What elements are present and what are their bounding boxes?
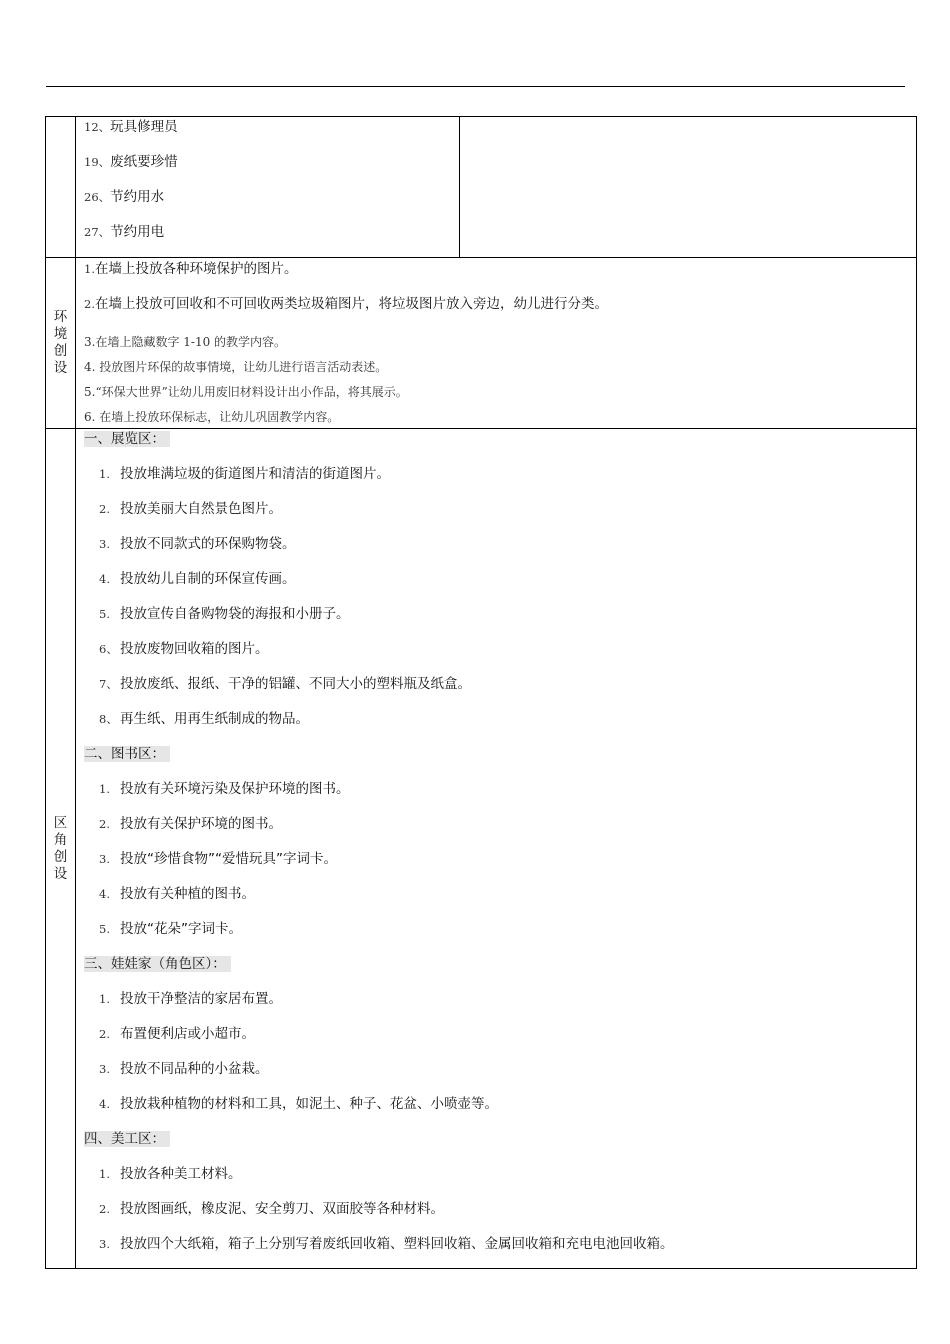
row-label-environment: 环境创设 — [46, 258, 76, 428]
plan-table — [45, 116, 917, 1269]
list-item: 2. 投放有关保护环境的图书。 — [99, 816, 282, 832]
header-rule — [46, 86, 905, 87]
list-item: 1. 投放各种美工材料。 — [99, 1166, 242, 1182]
list-item: 2. 投放图画纸，橡皮泥、安全剪刀、双面胶等各种材料。 — [99, 1201, 444, 1217]
list-item: 3. 投放不同款式的环保购物袋。 — [99, 536, 296, 552]
list-item: 1.在墙上投放各种环境保护的图片。 — [84, 261, 298, 277]
table-row-corner — [46, 428, 916, 1268]
list-item: 8、 再生纸、用再生纸制成的物品。 — [99, 711, 309, 727]
row-label-corner: 区角创设 — [46, 429, 76, 1268]
list-item: 1. 投放干净整洁的家居布置。 — [99, 991, 282, 1007]
list-item: 4. 投放图片环保的故事情境，让幼儿进行语言活动表述。 — [84, 360, 388, 374]
list-item: 2. 布置便利店或小超市。 — [99, 1026, 255, 1042]
topics-cell — [76, 117, 916, 257]
list-item: 5.“环保大世界”让幼儿用废旧材料设计出小作品，将其展示。 — [84, 385, 408, 399]
list-item: 5. 投放宣传自备购物袋的海报和小册子。 — [99, 606, 350, 622]
section-title: 四、美工区： — [84, 1130, 170, 1148]
section-title: 二、图书区： — [84, 745, 170, 763]
list-item: 4. 投放有关种植的图书。 — [99, 886, 255, 902]
list-item: 12、玩具修理员 — [84, 119, 178, 135]
section-title: 一、展览区： — [84, 430, 170, 448]
list-item: 19、废纸要珍惜 — [84, 154, 178, 170]
list-item: 6. 在墙上投放环保标志，让幼儿巩固教学内容。 — [84, 410, 340, 424]
row-label-empty — [46, 117, 76, 257]
list-item: 2.在墙上投放可回收和不可回收两类垃圾箱图片，将垃圾图片放入旁边，幼儿进行分类。 — [84, 296, 608, 312]
table-row-topics — [46, 117, 916, 257]
list-item: 3. 投放四个大纸箱，箱子上分别写着废纸回收箱、塑料回收箱、金属回收箱和充电电池回收箱。 — [99, 1236, 674, 1252]
environment-cell — [76, 258, 916, 428]
corner-cell — [76, 429, 916, 1268]
list-item: 4. 投放栽种植物的材料和工具，如泥土、种子、花盆、小喷壶等。 — [99, 1096, 498, 1112]
table-row-environment — [46, 257, 916, 428]
list-item: 26、节约用水 — [84, 189, 165, 205]
list-item: 7、 投放废纸、报纸、干净的铝罐、不同大小的塑料瓶及纸盒。 — [99, 676, 471, 692]
list-item: 4. 投放幼儿自制的环保宣传画。 — [99, 571, 296, 587]
list-item: 1. 投放有关环境污染及保护环境的图书。 — [99, 781, 350, 797]
list-item: 3. 投放不同品种的小盆栽。 — [99, 1061, 269, 1077]
list-item: 3. 投放“珍惜食物”“爱惜玩具”字词卡。 — [99, 851, 337, 867]
list-item: 1. 投放堆满垃圾的街道图片和清洁的街道图片。 — [99, 466, 390, 482]
list-item: 2. 投放美丽大自然景色图片。 — [99, 501, 282, 517]
column-divider — [459, 117, 460, 257]
list-item: 6、 投放废物回收箱的图片。 — [99, 641, 269, 657]
section-title: 三、娃娃家（角色区）： — [84, 955, 231, 973]
list-item: 3.在墙上隐藏数字 1-10 的教学内容。 — [84, 335, 287, 349]
list-item: 27、节约用电 — [84, 224, 165, 240]
list-item: 5. 投放“花朵”字词卡。 — [99, 921, 242, 937]
